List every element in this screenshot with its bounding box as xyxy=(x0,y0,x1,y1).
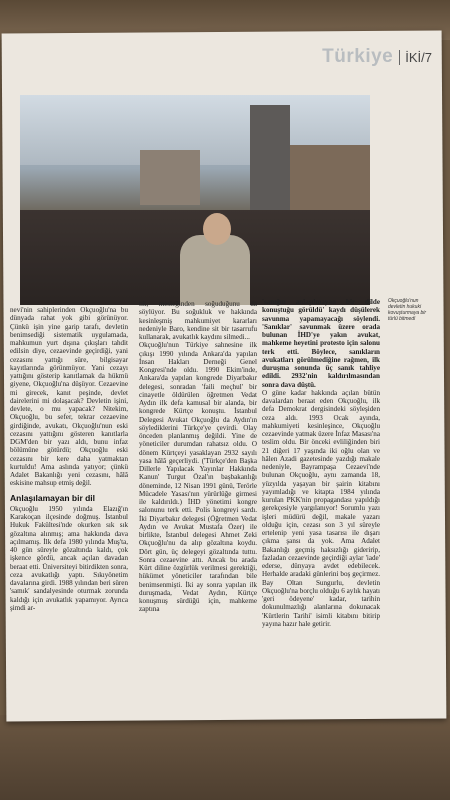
page-header xyxy=(322,46,432,68)
paragraph: Okçuoğlu 1950 yılında Elazığ'ın Karakoçan ilçesinde doğmuş. İstanbul Hukuk Fakültesi'nde okurken sık sık gözaltına alınmış; ama hakkında dava açılmamış. İlk defa 1980 yılında Muş'ta, 40 gün süreyle gözaltında kaldı, çok işkence gördü, ancak açılan davadan beraat etti. Üniversiteyi bitirdikten sonra, ceza avukatlığı yaptı. Sıkıyönetim davalarına girdi. 1988 yılından beri süren 'samık' sandalyesinde oturmak zorunda kaldığı için avukatlık yapamıyor. Ayrıca şimdi ar- xyxy=(10,504,128,612)
background-bottom xyxy=(0,715,450,800)
page-number: İKİ/7 xyxy=(399,50,432,65)
paragraph: tık, mesleğinden soğuduğunu da söylüyor. Bu soğukluk ve hakkında kesinleşmiş mahkumiyet kararları nedeniyle Baro, kendine sit bir tasarrufu kullanarak, avukatlık kaydını silmedi... xyxy=(139,300,257,341)
photo-building xyxy=(250,105,290,215)
section-title: Türkiye xyxy=(322,46,394,67)
photo-subject-body xyxy=(180,235,250,305)
column-2 xyxy=(139,300,257,614)
photo-subject-head xyxy=(203,213,231,245)
column-1 xyxy=(10,306,128,612)
photo-building xyxy=(140,150,200,205)
paragraph: nevi'nin sahiplerinden Okçuoğlu'na bu dünyada rahat yok gibi görünüyor. Çünkü işin yine garip tarafı, devletin benimsediği sistematik uygulamada, mahkumun yurt dışına çıkışları tahdit edilsin diye, cezaevinde geçirdiği, yani cezasını yattığı süre, bilgisayar kayıtlarında görünmüyor. Yani cezayı yattığını gösterip kanıtlamak da hükmü giyene, Okçuoğlu'na düşüyor. Cezaevine mi girecek, kanıt peşinde, devlet dairelerini mi dolaşacak? Devletin işini, devlete, o mu yapacak? Nitekim, Okçuoğlu, bu sefer, tekrar cezaevine girdiğinde, avukatı, Okçuoğlu'nun eski cezasını yattığını gösteren kanıtlarla DGM'den bir yazı aldı, bunu infaz bölümüne götürdü; Okçuoğlu eski cezasını bir kere daha yatmaktan kurtuldu! Ama aslında yatıyor; çünkü Adalet Bakanlığı yeni cezasını, hâlâ eskisine mahsup etmiş değil. xyxy=(10,306,128,488)
article-photo xyxy=(20,95,370,305)
column-3 xyxy=(262,298,380,628)
paragraph: 'sanığın anlaşılmayan bir dilde konuştuğu görüldü' kaydı düşülerek savunma yapamayacağı söylendi. 'Sanıklar' savunmak üzere orada bulunan İHD'ye yakın avukat, mahkeme heyetini protesto için salonu terk etti. Böylece, sanıkların avukatları görülmediğine rağmen, ilk duruşma sonunda üç sanık tahliye edildi. 2932'nin kaldırılmasından sonra dava düştü. xyxy=(262,298,380,389)
photo-caption: Okçuoğlu'nun devletin hukuki kovuşturmaya bir türlü bitmedi xyxy=(388,298,427,322)
paragraph: O güne kadar hakkında açılan bütün davalardan beraat eden Okçuoğlu, ilk defa Demokrat dergisindeki söyleşiden ceza aldı. 1993 Ocak ayında, mahkumiyeti kesinleşince, Okçuoğlu cezaevinde yatmak üzere İnfaz Masası'na teslim oldu. Bir önceki evliliğinden biri 21 diğeri 17 yaşında iki oğlu olan ve hâlen Azadi gazetesinde yazdığı makale nedeniyle, Bayrampaşa Cezaevi'nde bulunan Okçuoğlu, aynı zamanda 18, yüzyılda yaşayan bir şairin kitabını yayımladığı ve kitapta 1984 yılında kurulan PKK'nin propagandası yapıldığı gerekçesiyle yargılanıyor! Sorumlu yazı işleri müdürü değil, makale yazarı olduğu için, cezası son 3 yıl süreyle ertelenip yeni yasa tasarısı ile dışarı çıkma şansı da yok. Ama Adalet Bakanlığı geçmiş haksızlığı gideririp, fazladan cezaevinde geçirdiği aylar 'iade' ederse, dünyaya avdet edebilecek. Herhalde aradaki günlerini boş geçirmez. Bay Oltan Sungurlu, devletin Okçuoğlu'na borçlu olduğu 6 aylık hayatı 'geri ödeyene' kadar, tarihin dokunulmazlığı alanlarına dokunacak 'Kürtlerin Tarihi' isimli kitabını bitirip yayına hazır hale getirir. xyxy=(262,388,380,628)
paragraph: Okçuoğlu'nun Türkiye sahnesine ilk çıkışı 1990 yılında Ankara'da yapılan İnsan Hakları Derneği Genel Kongresi'nde oldu. 1990 Ekim'inde, Ankara'da yapılan kongrede Diyarbakır delegesi, sonradan 'faili meçhul' bir cinayetle öldürülen öğretmen Vedat Aydın ilk defa kamusal bir alanda, bir kongrede Kürtçe konuştu. İstanbul Delegesi Avukat Okçuoğlu da Aydın'ın söylediklerini Türkçe'ye çevirdi. Olay önceden planlanmış değildi. Yine de yöneticiler durumdan rahatsız oldu. O dönem Kürtçeyi yasaklayan 2932 sayılı yasa hâlâ geçerliydi. ('Türkçe'den Başka Dillerle Yapılacak Yayınlar Hakkında Kanun' Turgut Özal'ın başbakanlığı döneminde, 12 Nisan 1991 günü, Terörle Mücadele Yasası'nın yürürlüğe girmesi ile kaldırıldı.) İHD yönetimi kongre salonunu terk etti. Polis kongreyi sardı. İki Diyarbakır delegesi (Öğretmen Vedat Aydın ve Avukat Mustafa Özer) ile birlikte, İstanbul delegesi Ahmet Zeki Okçuoğlu'nu da alıp gözaltına koydu. Dört gün, üç delegeyi gözaltında tuttu. Sonra cezaevine attı. Ancak bu arada Kürt diline özgürlük verilmesi gerektiği, hükümet yöneticiler tarafından bile benimsenmişti. İki ay sonra yapılan ilk duruşmada, Vedat Aydın, Kürtçe konuşmuş sürdüğü için, mahkeme zaptına xyxy=(139,341,257,614)
photo-building xyxy=(290,145,370,215)
subheading: Anlaşılamayan bir dil xyxy=(10,492,96,503)
